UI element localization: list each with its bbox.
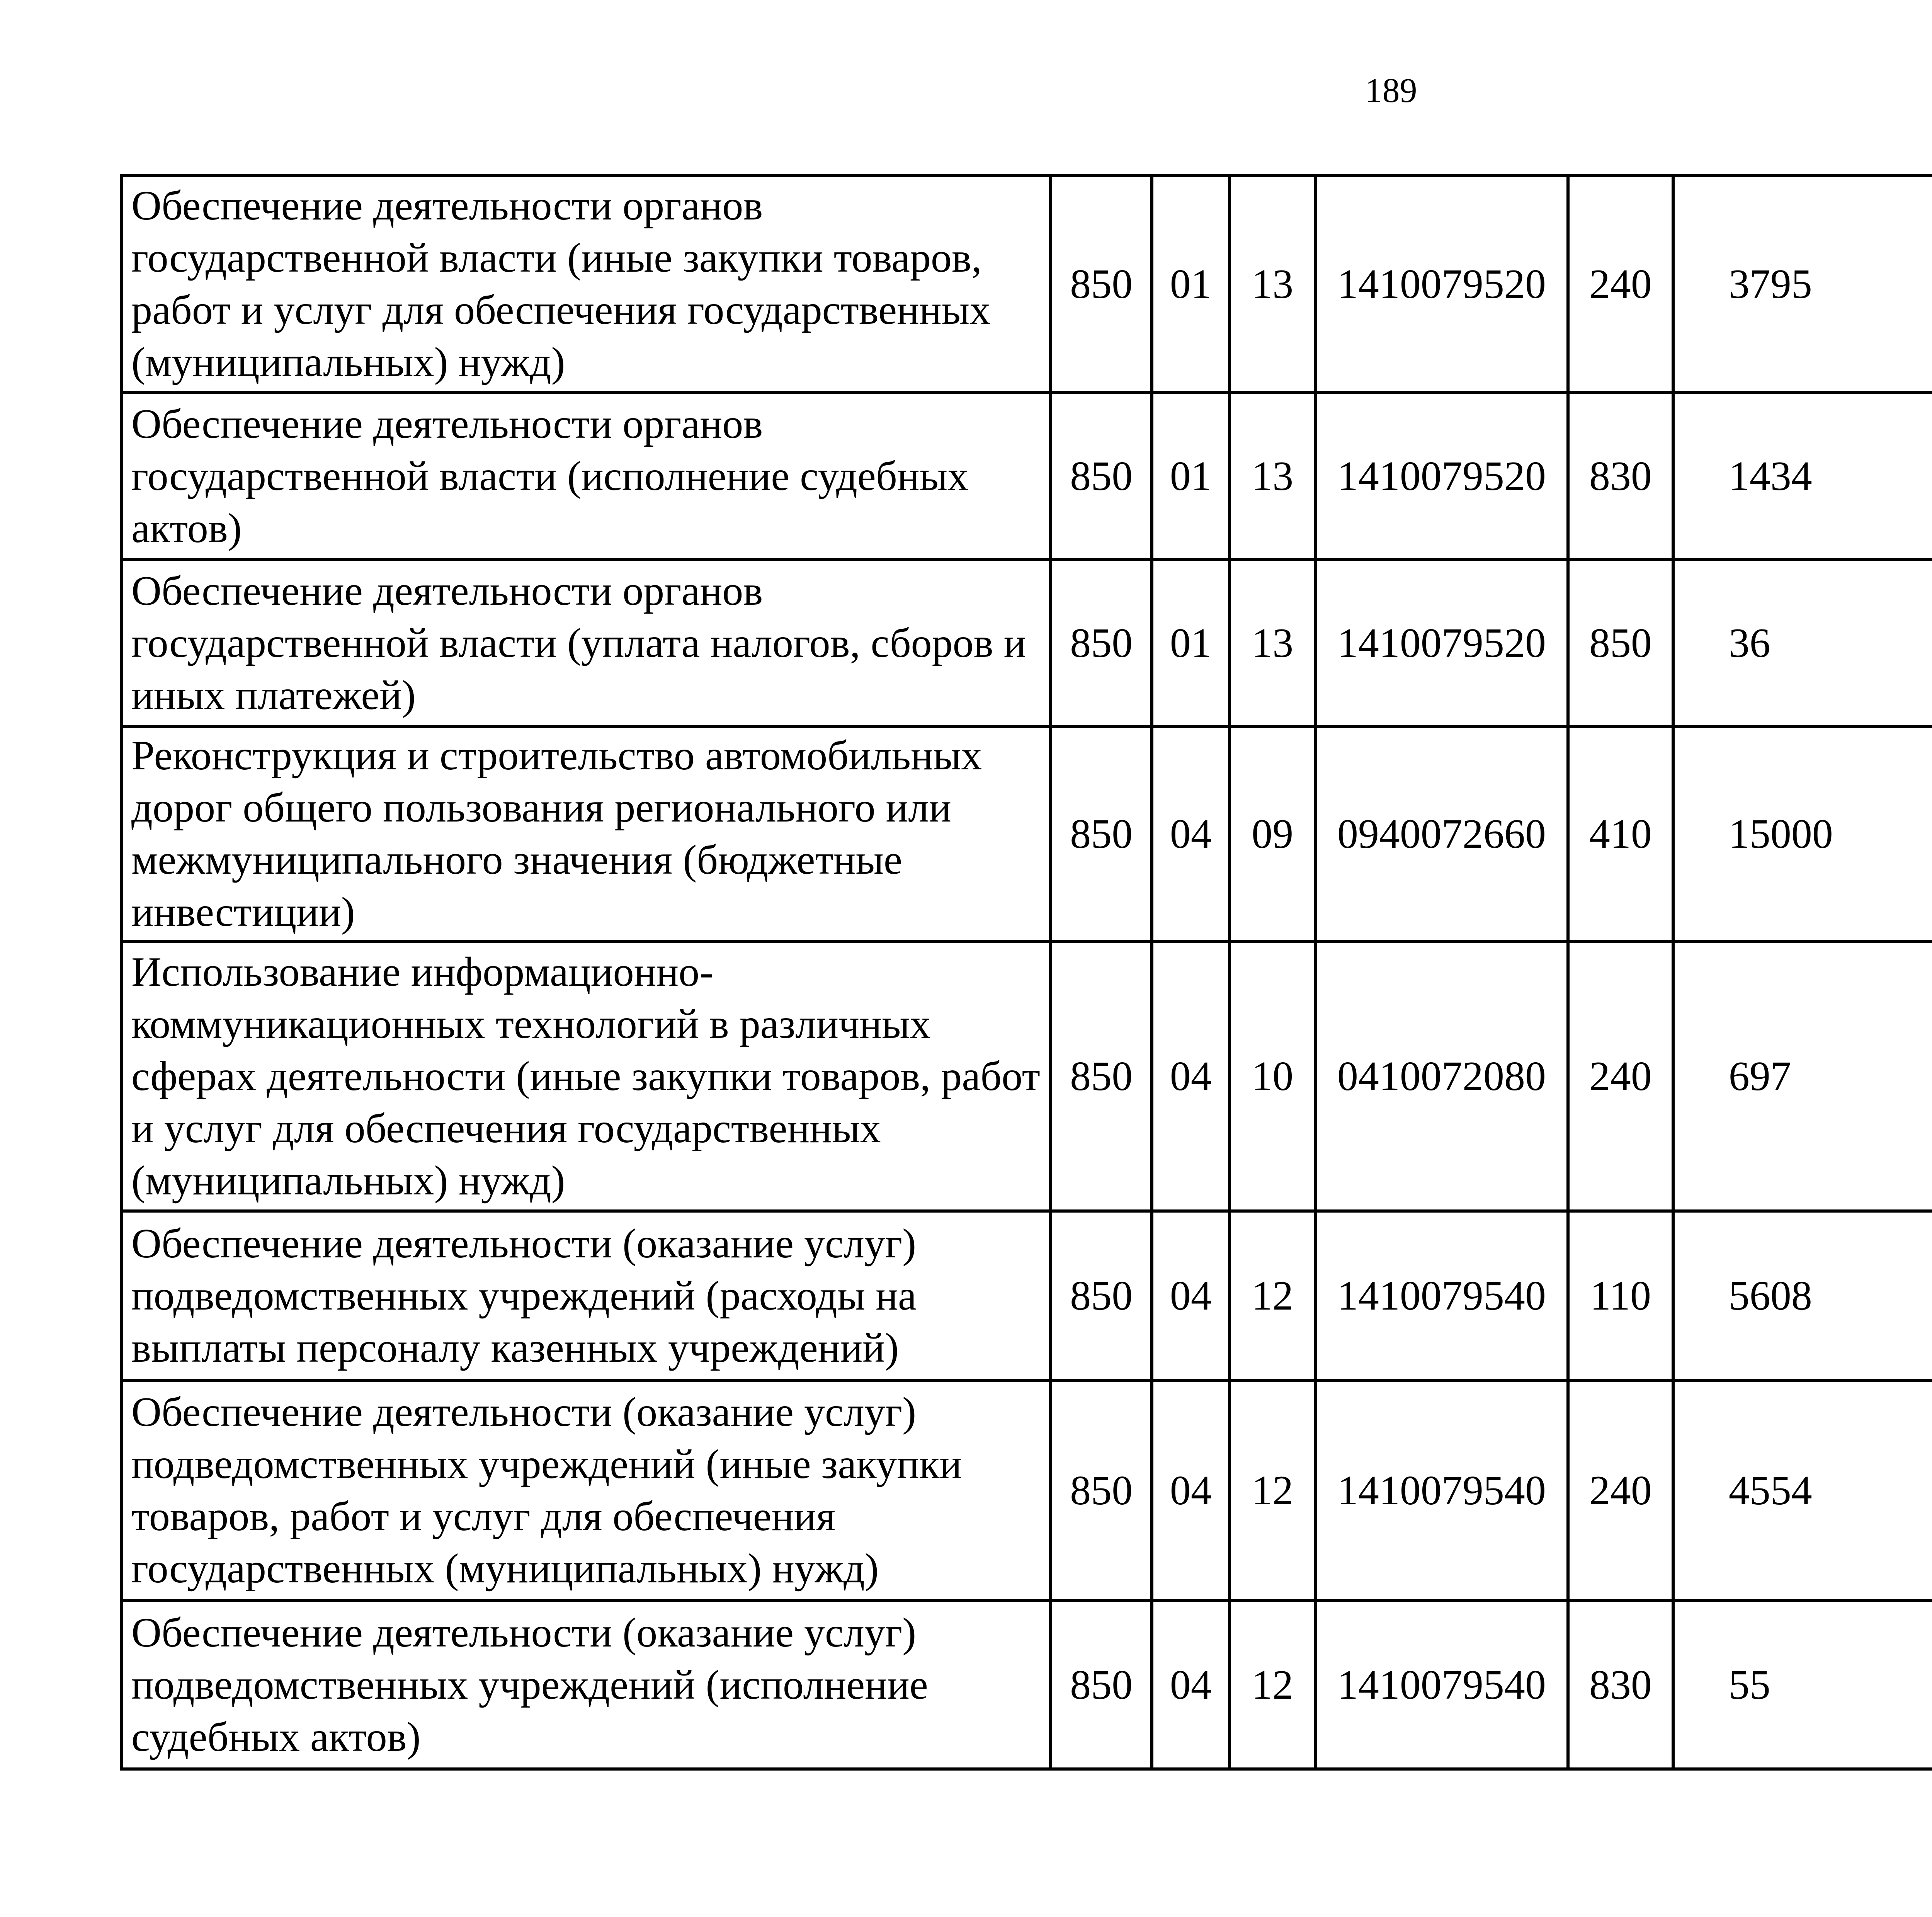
expense-type-code: 830 (1568, 393, 1673, 560)
table-row (121, 1601, 1932, 1769)
amount-year-1: 15000 (1673, 726, 1932, 941)
page-number: 189 (1365, 71, 1417, 110)
section-code: 01 (1152, 175, 1230, 393)
row-description: Реконструкция и строительство автомобильных дорог общего пользования регионального или межмуниципального значения (бюджетные инвестиции) (121, 726, 1051, 941)
target-article-code: 1410079540 (1315, 1380, 1568, 1601)
amount-year-1: 4554 (1673, 1380, 1932, 1601)
section-code: 01 (1152, 393, 1230, 560)
target-article-code: 0410072080 (1315, 941, 1568, 1211)
target-article-code: 1410079540 (1315, 1601, 1568, 1769)
table-row (121, 941, 1932, 1211)
row-description: Обеспечение деятельности органов государственной власти (исполнение судебных актов) (121, 393, 1051, 560)
subsection-code: 12 (1230, 1380, 1315, 1601)
subsection-code: 13 (1230, 560, 1315, 726)
subsection-code: 10 (1230, 941, 1315, 1211)
amount-year-1: 697 (1673, 941, 1932, 1211)
expense-type-code: 240 (1568, 175, 1673, 393)
ministry-code: 850 (1051, 726, 1152, 941)
row-description: Обеспечение деятельности органов государственной власти (уплата налогов, сборов и иных платежей) (121, 560, 1051, 726)
ministry-code: 850 (1051, 1380, 1152, 1601)
row-description: Обеспечение деятельности органов государственной власти (иные закупки товаров, работ и услуг для обеспечения государственных (муниципальных) нужд) (121, 175, 1051, 393)
section-code: 04 (1152, 941, 1230, 1211)
section-code: 04 (1152, 1601, 1230, 1769)
subsection-code: 13 (1230, 175, 1315, 393)
ministry-code: 850 (1051, 560, 1152, 726)
target-article-code: 1410079520 (1315, 560, 1568, 726)
expense-type-code: 240 (1568, 1380, 1673, 1601)
ministry-code: 850 (1051, 941, 1152, 1211)
table-row (121, 726, 1932, 941)
amount-year-1: 55 (1673, 1601, 1932, 1769)
row-description: Использование информационно-коммуникационных технологий в различных сферах деятельности (иные закупки товаров, работ и услуг для обеспечения государственных (муниципальных) нужд) (121, 941, 1051, 1211)
row-description: Обеспечение деятельности (оказание услуг) подведомственных учреждений (исполнение судебных актов) (121, 1601, 1051, 1769)
amount-year-1: 36 (1673, 560, 1932, 726)
subsection-code: 13 (1230, 393, 1315, 560)
table-row (121, 560, 1932, 726)
section-code: 04 (1152, 726, 1230, 941)
ministry-code: 850 (1051, 1211, 1152, 1380)
budget-table (120, 174, 1932, 1771)
target-article-code: 1410079540 (1315, 1211, 1568, 1380)
expense-type-code: 830 (1568, 1601, 1673, 1769)
expense-type-code: 410 (1568, 726, 1673, 941)
section-code: 01 (1152, 560, 1230, 726)
table-row (121, 1380, 1932, 1601)
target-article-code: 0940072660 (1315, 726, 1568, 941)
ministry-code: 850 (1051, 1601, 1152, 1769)
amount-year-1: 1434 (1673, 393, 1932, 560)
expense-type-code: 240 (1568, 941, 1673, 1211)
amount-year-1: 5608 (1673, 1211, 1932, 1380)
row-description: Обеспечение деятельности (оказание услуг) подведомственных учреждений (иные закупки товаров, работ и услуг для обеспечения государственных (муниципальных) нужд) (121, 1380, 1051, 1601)
budget-table-body (121, 175, 1932, 1769)
expense-type-code: 110 (1568, 1211, 1673, 1380)
section-code: 04 (1152, 1211, 1230, 1380)
target-article-code: 1410079520 (1315, 393, 1568, 560)
subsection-code: 12 (1230, 1211, 1315, 1380)
expense-type-code: 850 (1568, 560, 1673, 726)
ministry-code: 850 (1051, 393, 1152, 560)
section-code: 04 (1152, 1380, 1230, 1601)
table-row (121, 175, 1932, 393)
target-article-code: 1410079520 (1315, 175, 1568, 393)
amount-year-1: 3795 (1673, 175, 1932, 393)
table-row (121, 1211, 1932, 1380)
table-row (121, 393, 1932, 560)
subsection-code: 12 (1230, 1601, 1315, 1769)
subsection-code: 09 (1230, 726, 1315, 941)
ministry-code: 850 (1051, 175, 1152, 393)
row-description: Обеспечение деятельности (оказание услуг) подведомственных учреждений (расходы на выплаты персоналу казенных учреждений) (121, 1211, 1051, 1380)
